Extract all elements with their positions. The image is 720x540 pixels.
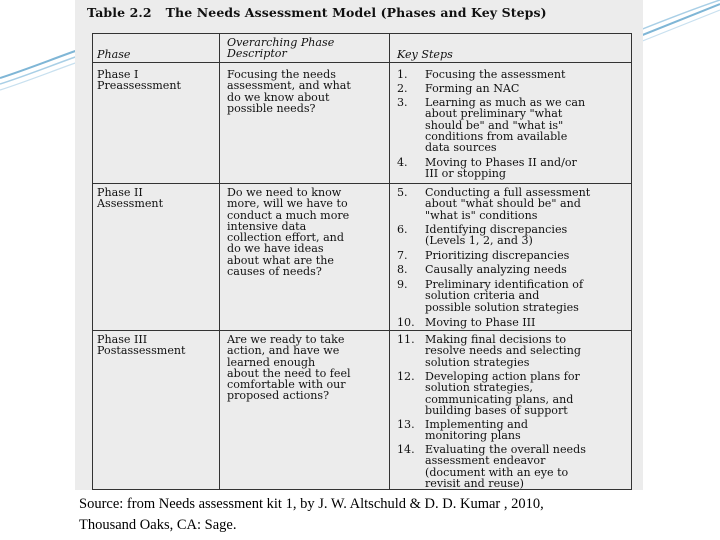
- decorative-swoosh-left: [0, 0, 80, 95]
- table-label: Table 2.2: [87, 5, 152, 20]
- column-divider: [219, 34, 220, 489]
- step-number: 10.: [397, 316, 415, 329]
- scanned-table-image: [75, 0, 643, 490]
- step-item: [397, 224, 567, 247]
- phase-1-descriptor: Focusing the needs assessment, and what do we know about possible needs?: [227, 68, 351, 115]
- step-item: [397, 264, 567, 275]
- step-number: 1.: [397, 68, 408, 81]
- step-text: Identifying discrepancies (Levels 1, 2, and 3): [425, 223, 568, 248]
- step-text: Causally analyzing needs: [425, 263, 567, 276]
- step-number: 2.: [397, 82, 408, 95]
- header-key-steps: Key Steps: [397, 48, 453, 61]
- table-title-text: The Needs Assessment Model (Phases and Key Steps): [165, 5, 547, 20]
- step-item: [397, 250, 569, 261]
- row-divider: [93, 183, 631, 184]
- needs-assessment-table: [92, 33, 632, 490]
- step-text: Focusing the assessment: [425, 68, 566, 81]
- step-text: Making final decisions to resolve needs and selecting solution strategies: [425, 333, 581, 369]
- table-title: [87, 5, 547, 20]
- step-number: 14.: [397, 443, 415, 456]
- step-item: [397, 419, 528, 442]
- header-descriptor: Overarching Phase Descriptor: [227, 36, 335, 61]
- step-item: [397, 444, 586, 489]
- step-number: 4.: [397, 156, 408, 169]
- row-divider: [93, 330, 631, 331]
- step-text: Prioritizing discrepancies: [425, 249, 570, 262]
- step-item: [397, 279, 583, 313]
- step-text: Forming an NAC: [425, 82, 520, 95]
- step-number: 8.: [397, 263, 408, 276]
- step-number: 9.: [397, 278, 408, 291]
- step-item: [397, 83, 519, 94]
- phase-3-descriptor: Are we ready to take action, and have we learned enough about the need to feel comfortable with our proposed actions?: [227, 333, 351, 403]
- caption-line-1: Source: from Needs assessment kit 1, by J. W. Altschuld & D. D. Kumar , 2010,: [79, 496, 544, 512]
- step-item: [397, 317, 535, 328]
- caption-line-2: Thousand Oaks, CA: Sage.: [79, 517, 237, 533]
- step-number: 3.: [397, 96, 408, 109]
- step-text: Learning as much as we can about preliminary "what should be" and "what is" conditions from available data sources: [425, 96, 586, 155]
- header-phase: Phase: [97, 48, 131, 61]
- step-number: 11.: [397, 333, 415, 346]
- step-item: [397, 97, 585, 153]
- step-item: [397, 157, 577, 180]
- source-caption: [79, 494, 544, 536]
- step-item: [397, 334, 581, 368]
- row-divider: [93, 62, 631, 63]
- step-text: Conducting a full assessment about "what should be" and "what is" conditions: [425, 186, 591, 222]
- step-text: Moving to Phase III: [425, 316, 536, 329]
- step-text: Moving to Phases II and/or III or stopping: [425, 156, 577, 181]
- step-text: Implementing and monitoring plans: [425, 418, 528, 443]
- phase-1-name: Phase I Preassessment: [97, 68, 181, 93]
- step-number: 7.: [397, 249, 408, 262]
- step-item: [397, 69, 565, 80]
- step-number: 5.: [397, 186, 408, 199]
- step-number: 12.: [397, 370, 415, 383]
- step-text: Developing action plans for solution strategies, communicating plans, and building bases of support: [425, 370, 580, 417]
- step-item: [397, 187, 590, 221]
- phase-2-name: Phase II Assessment: [97, 186, 164, 211]
- phase-3-name: Phase III Postassessment: [97, 333, 186, 358]
- step-text: Evaluating the overall needs assessment endeavor (document with an eye to revisit and reuse): [425, 443, 586, 490]
- phase-2-descriptor: Do we need to know more, will we have to conduct a much more intensive data collection effort, and do we have ideas about what are the causes of needs?: [227, 186, 350, 279]
- step-item: [397, 371, 580, 416]
- step-text: Preliminary identification of solution criteria and possible solution strategies: [425, 278, 584, 314]
- column-divider: [389, 34, 390, 489]
- step-number: 13.: [397, 418, 415, 431]
- step-number: 6.: [397, 223, 408, 236]
- decorative-swoosh-right: [630, 0, 720, 45]
